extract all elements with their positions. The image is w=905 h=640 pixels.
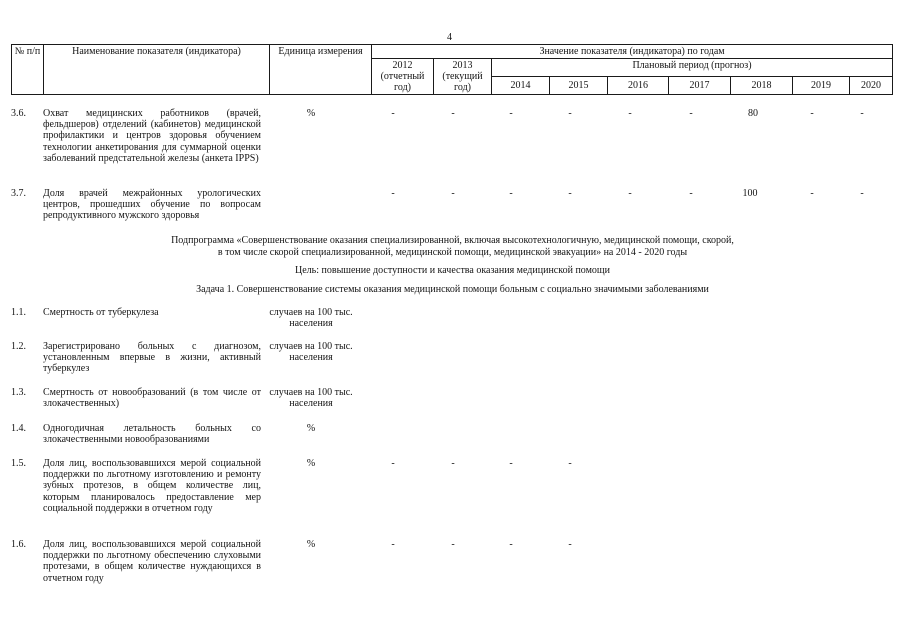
row-unit: % [306, 108, 316, 119]
row-value-2015: - [568, 108, 572, 119]
row-value-2017: - [689, 188, 693, 199]
header-year-2019: 2019 [793, 77, 850, 95]
row-value-2016: - [628, 108, 632, 119]
header-indicator-name: Наименование показателя (индикатора) [44, 45, 270, 95]
row-value-2012: - [391, 188, 395, 199]
row-number: 1.1. [11, 307, 26, 318]
row-value-2012: - [391, 108, 395, 119]
row-indicator-name: Доля врачей межрайонных урологических центров, прошедших обучение по вопросам репродуктивного мужского здоровья [43, 188, 261, 222]
subprogram-task: Задача 1. Совершенствование системы оказания медицинской помощи больным с социально значимыми заболеваниями [196, 284, 709, 295]
row-number: 1.6. [11, 539, 26, 550]
header-year-2016: 2016 [608, 77, 669, 95]
row-indicator-name: Смертность от туберкулеза [43, 307, 159, 318]
subprogram-title-line1: Подпрограмма «Совершенствование оказания специализированной, включая высокотехнологичную, медицинской помощи, скорой, [171, 235, 734, 246]
row-indicator-name: Доля лиц, воспользовавшихся мерой социальной поддержки по льготному обеспечению слуховыми протезами, в общем количестве нуждающихся в отчетном году [43, 539, 261, 584]
row-value-2013: - [451, 539, 455, 550]
row-value-2019: - [810, 188, 814, 199]
row-indicator-name: Смертность от новообразований (в том числе от злокачественных) [43, 387, 261, 410]
row-unit: % [306, 423, 316, 434]
row-unit: случаев на 100 тыс. населения [269, 341, 353, 364]
row-value-2019: - [810, 108, 814, 119]
table-header [11, 44, 893, 95]
row-unit: случаев на 100 тыс. населения [269, 307, 353, 330]
row-value-2014: - [509, 108, 513, 119]
row-number: 1.5. [11, 458, 26, 469]
row-value-2020: - [860, 188, 864, 199]
header-year-2020: 2020 [850, 77, 893, 95]
row-value-2016: - [628, 188, 632, 199]
row-unit: % [306, 458, 316, 469]
subprogram-title-line2: в том числе скорой специализированной, медицинской помощи, медицинской эвакуации» на 2014 - 2020 годы [217, 247, 688, 258]
row-value-2014: - [509, 539, 513, 550]
row-unit: % [306, 539, 316, 550]
row-value-2013: - [451, 108, 455, 119]
row-number: 1.4. [11, 423, 26, 434]
header-unit: Единица измерения [270, 45, 372, 95]
row-unit: случаев на 100 тыс. населения [269, 387, 353, 410]
row-value-2017: - [689, 108, 693, 119]
header-year-2018: 2018 [731, 77, 793, 95]
header-plan-period: Плановый период (прогноз) [492, 59, 893, 77]
page-number: 4 [447, 32, 452, 43]
header-values-by-year: Значение показателя (индикатора) по годам [372, 45, 893, 59]
row-number: 3.7. [11, 188, 26, 199]
row-value-2015: - [568, 539, 572, 550]
header-year-2017: 2017 [669, 77, 731, 95]
header-year-2014: 2014 [492, 77, 550, 95]
row-value-2020: - [860, 108, 864, 119]
row-indicator-name: Охват медицинских работников (врачей, фельдшеров) отделений (кабинетов) медицинской профилактики и центров здоровья обучением технологии анкетирования для суммарной оценки заболеваний предстательной железы (анкета IPPS) [43, 108, 261, 164]
row-value-2015: - [568, 188, 572, 199]
row-value-2012: - [391, 458, 395, 469]
row-value-2013: - [451, 458, 455, 469]
row-value-2014: - [509, 458, 513, 469]
row-indicator-name: Одногодичная летальность больных со злокачественными новообразованиями [43, 423, 261, 446]
row-indicator-name: Зарегистрировано больных с диагнозом, установленным впервые в жизни, активный туберкулез [43, 341, 261, 375]
row-value-2018: 100 [742, 188, 758, 199]
row-value-2014: - [509, 188, 513, 199]
header-year-2013: 2013 (текущий год) [434, 59, 492, 95]
header-year-2012: 2012 (отчетный год) [372, 59, 434, 95]
row-number: 1.2. [11, 341, 26, 352]
row-indicator-name: Доля лиц, воспользовавшихся мерой социальной поддержки по льготному изготовлению и ремонту зубных протезов, в общем количестве лиц, которым планировалось предоставление мер социальной поддержки в отчетном году [43, 458, 261, 514]
row-value-2015: - [568, 458, 572, 469]
row-number: 3.6. [11, 108, 26, 119]
subprogram-goal: Цель: повышение доступности и качества оказания медицинской помощи [295, 265, 610, 276]
row-value-2012: - [391, 539, 395, 550]
header-year-2015: 2015 [550, 77, 608, 95]
header-number: № п/п [12, 45, 44, 95]
row-number: 1.3. [11, 387, 26, 398]
row-value-2013: - [451, 188, 455, 199]
row-value-2018: 80 [748, 108, 758, 119]
